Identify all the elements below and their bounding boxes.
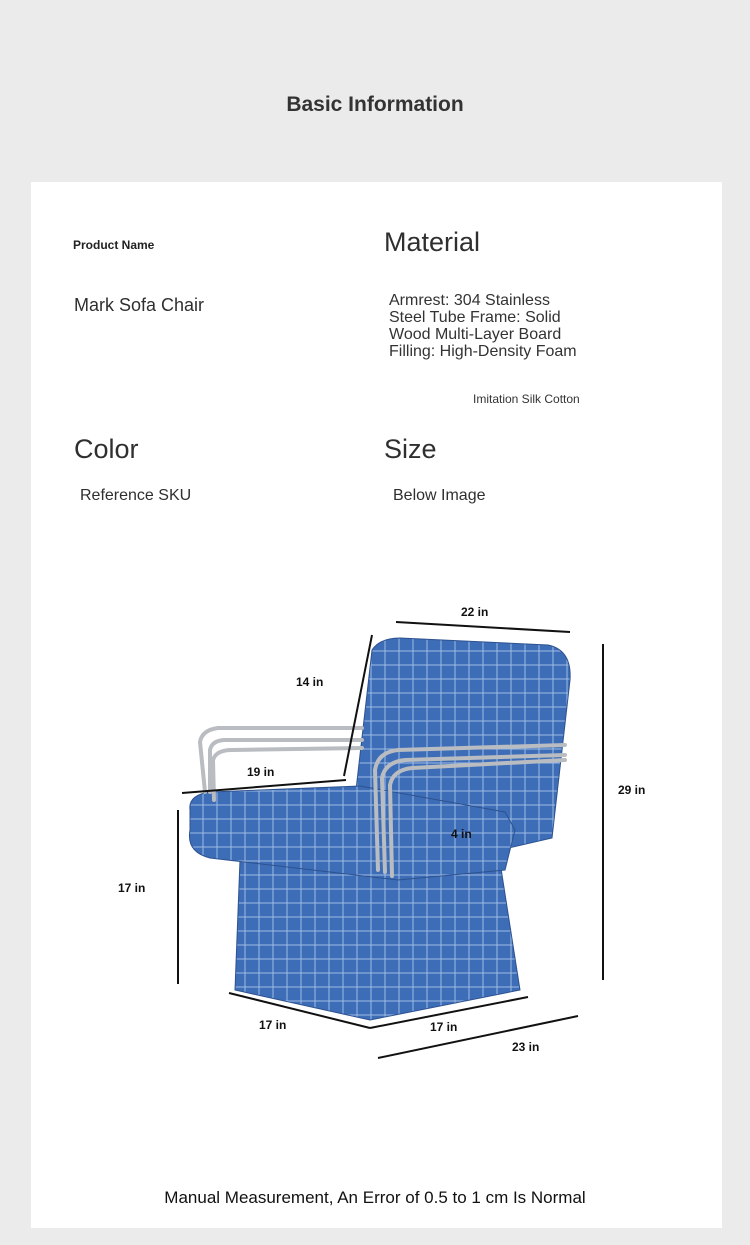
dim-seat-depth: 19 in	[247, 765, 275, 779]
dim-back-height: 14 in	[296, 675, 324, 689]
measurement-note: Manual Measurement, An Error of 0.5 to 1 cm Is Normal	[164, 1188, 586, 1207]
product-name-value: Mark Sofa Chair	[74, 295, 205, 315]
dim-seat-height: 17 in	[118, 881, 146, 895]
size-label: Size	[384, 434, 437, 464]
dim-cushion-thickness: 4 in	[451, 827, 472, 841]
color-value: Reference SKU	[80, 487, 192, 504]
page-title: Basic Information	[286, 93, 464, 116]
dim-total-height: 29 in	[618, 783, 646, 797]
dim-back-width: 22 in	[461, 605, 489, 619]
material-note: Imitation Silk Cotton	[473, 392, 580, 406]
material-value: Armrest: 304 Stainless Steel Tube Frame: Solid Wood Multi-Layer Board Filling: High-Density Foam	[389, 292, 577, 360]
dim-base-width: 17 in	[430, 1020, 458, 1034]
material-label: Material	[384, 227, 481, 257]
dim-arm-width: 23 in	[512, 1040, 540, 1054]
dim-base-depth: 17 in	[259, 1018, 287, 1032]
product-name-label: Product Name	[73, 238, 155, 252]
size-value: Below Image	[393, 487, 486, 504]
chair-base	[235, 860, 520, 1020]
color-label: Color	[74, 434, 139, 464]
